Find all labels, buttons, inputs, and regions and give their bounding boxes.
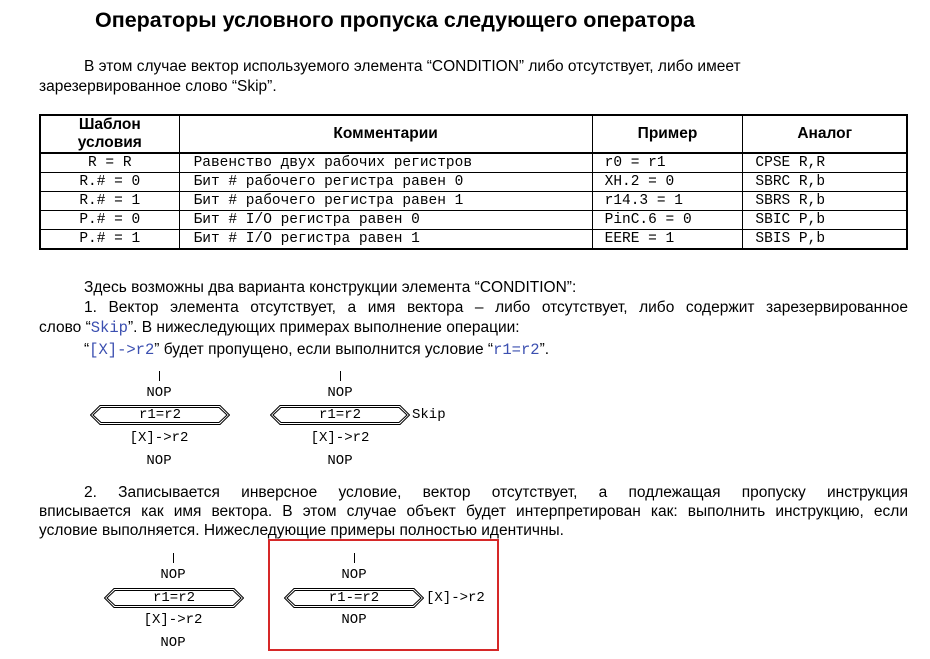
diagram-top-op: NOP (160, 567, 186, 583)
section2-line-3: условие выполняется. Нижеследующие примеры полностью идентичны. (39, 522, 564, 539)
cell-example: r14.3 = 1 (592, 192, 743, 211)
vector-name: [X]->r2 (426, 590, 485, 606)
table-row (40, 153, 907, 173)
page-title: Операторы условного пропуска следующего оператора (95, 8, 695, 32)
header-template: Шаблон условия (40, 115, 179, 153)
condition-block (90, 405, 230, 425)
flow-line (340, 371, 341, 381)
cell-template: R.# = 1 (40, 192, 179, 211)
cell-comment: Бит # рабочего регистра равен 1 (179, 192, 592, 211)
diagram-top-op: NOP (146, 385, 172, 401)
cell-comment: Бит # I/O регистра равен 0 (179, 211, 592, 230)
section1-line-3: слово “Skip”. В нижеследующих примерах выполнение операции: (39, 319, 520, 337)
diagram-op-below: [X]->r2 (310, 430, 370, 446)
cell-template: P.# = 0 (40, 211, 179, 230)
intro-line-1: В этом случае вектор используемого элемента “CONDITION” либо отсутствует, либо имеет (84, 58, 741, 75)
cell-analog: SBIS P,b (743, 230, 907, 250)
diagram-bottom-op: NOP (146, 453, 172, 469)
operators-table (39, 114, 908, 250)
cell-analog: SBRC R,b (743, 173, 907, 192)
flow-line (173, 553, 174, 563)
flow-line (354, 553, 355, 563)
table-row (40, 192, 907, 211)
table-row (40, 230, 907, 250)
section1-line-2: 1. Вектор элемента отсутствует, а имя вектора – либо отсутствует, либо содержит зарезервированное (84, 299, 908, 316)
diagram-bottom-op: NOP (341, 612, 367, 628)
diagram-top-op: NOP (327, 385, 353, 401)
table-header-row (40, 115, 907, 153)
condition-text: r1-=r2 (328, 590, 380, 606)
diagram-bottom-op: NOP (160, 635, 186, 651)
cell-comment: Равенство двух рабочих регистров (179, 153, 592, 173)
cell-analog: CPSE R,R (743, 153, 907, 173)
diagram-top-op: NOP (341, 567, 367, 583)
condition-text: r1=r2 (152, 590, 195, 606)
cell-example: r0 = r1 (592, 153, 743, 173)
condition-text: r1=r2 (138, 407, 181, 423)
flow-line (159, 371, 160, 381)
diagram-op-below: [X]->r2 (129, 430, 189, 446)
diagram-bottom-op: NOP (327, 453, 353, 469)
intro-line-2: зарезервированное слово “Skip”. (39, 78, 277, 95)
cell-template: P.# = 1 (40, 230, 179, 250)
cell-analog: SBIC P,b (743, 211, 907, 230)
section2-line-2: вписывается как имя вектора. В этом случае объект будет интерпретирован как: выполнить инструкцию, если (39, 503, 908, 520)
cell-comment: Бит # I/O регистра равен 1 (179, 230, 592, 250)
cell-template: R = R (40, 153, 179, 173)
condition-block (284, 588, 424, 608)
cell-template: R.# = 0 (40, 173, 179, 192)
section2-line-1: 2. Записывается инверсное условие, вектор отсутствует, а подлежащая пропуску инструкция (84, 484, 908, 501)
diagram-op-below: [X]->r2 (143, 612, 203, 628)
table-row (40, 173, 907, 192)
header-example: Пример (592, 115, 743, 153)
section1-line-1: Здесь возможны два варианта конструкции элемента “CONDITION”: (84, 279, 577, 296)
table-row (40, 211, 907, 230)
code-skip: Skip (90, 319, 128, 337)
cell-analog: SBRS R,b (743, 192, 907, 211)
condition-block (104, 588, 244, 608)
condition-block (270, 405, 410, 425)
header-comment: Комментарии (179, 115, 592, 153)
header-analog: Аналог (743, 115, 907, 153)
cell-example: PinC.6 = 0 (592, 211, 743, 230)
code-condition: r1=r2 (493, 341, 540, 359)
cell-comment: Бит # рабочего регистра равен 0 (179, 173, 592, 192)
cell-example: EERE = 1 (592, 230, 743, 250)
section1-line-4: “[X]->r2” будет пропущено, если выполнится условие “r1=r2”. (84, 341, 550, 359)
code-operation: [X]->r2 (89, 341, 155, 359)
cell-example: XH.2 = 0 (592, 173, 743, 192)
condition-text: r1=r2 (318, 407, 361, 423)
vector-name: Skip (412, 407, 446, 423)
